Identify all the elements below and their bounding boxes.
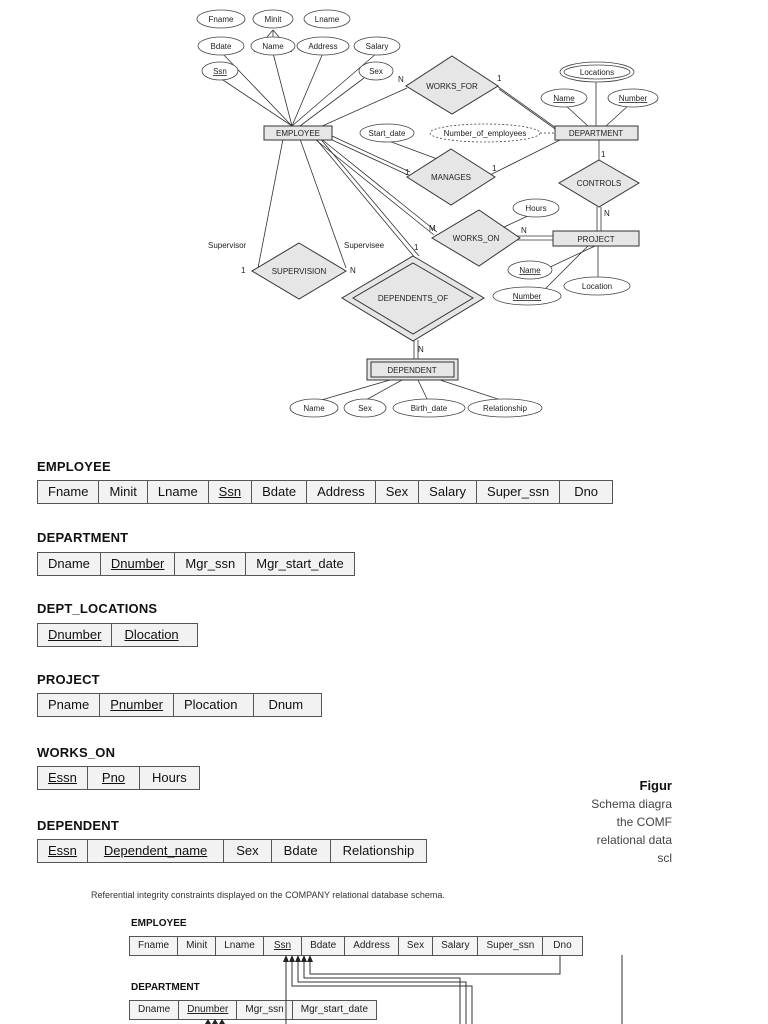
svg-text:Name: Name	[303, 404, 325, 413]
attr-cell-primary-key: Dependent_name	[88, 840, 224, 862]
svg-text:Supervisor: Supervisor	[208, 241, 247, 250]
relation-row-project	[37, 693, 322, 717]
attr-cell: Dnum	[254, 694, 322, 716]
svg-text:Number: Number	[512, 292, 542, 301]
attr-bdate	[198, 37, 244, 55]
ref-title-employee: EMPLOYEE	[131, 918, 187, 929]
svg-text:Number_of_employees: Number_of_employees	[443, 129, 527, 138]
svg-text:1: 1	[405, 168, 410, 177]
rel-controls	[559, 160, 639, 207]
ref-attr-cell: Fname	[130, 937, 178, 955]
rel-works-on	[432, 210, 520, 266]
svg-text:Supervisee: Supervisee	[344, 241, 385, 250]
attr-relationship	[468, 399, 542, 417]
svg-text:PROJECT: PROJECT	[577, 235, 615, 244]
ref-attr-cell-primary-key: Ssn	[264, 937, 302, 955]
attr-fname	[197, 10, 245, 28]
attr-address	[297, 37, 349, 55]
attr-ssn	[202, 62, 238, 80]
attr-proj-name	[508, 261, 552, 279]
ref-attr-cell: Dname	[130, 1001, 179, 1019]
attr-locations	[560, 62, 634, 82]
svg-text:Locations: Locations	[579, 68, 615, 77]
attr-salary	[354, 37, 400, 55]
attr-cell: Plocation	[174, 694, 254, 716]
rel-manages	[407, 149, 495, 205]
caption-line: the COMF	[616, 815, 672, 829]
svg-text:Name: Name	[262, 42, 284, 51]
svg-text:1: 1	[497, 74, 502, 83]
svg-text:Bdate: Bdate	[210, 42, 232, 51]
attr-name	[251, 37, 295, 55]
ref-attr-cell: Mgr_start_date	[293, 1001, 377, 1019]
svg-text:Start_date: Start_date	[368, 129, 406, 138]
ref-attr-cell: Mgr_ssn	[237, 1001, 292, 1019]
svg-text:Number: Number	[618, 94, 648, 103]
svg-text:Fname: Fname	[208, 15, 234, 24]
svg-text:Sex: Sex	[358, 404, 372, 413]
ref-attr-cell: Address	[345, 937, 399, 955]
attr-cell: Sex	[224, 840, 271, 862]
relation-row-department	[37, 552, 355, 576]
attr-cell: Pname	[38, 694, 100, 716]
relation-row-dept-locations	[37, 623, 198, 647]
ref-attr-cell: Lname	[216, 937, 264, 955]
attr-cell: Relationship	[331, 840, 428, 862]
svg-text:EMPLOYEE: EMPLOYEE	[275, 129, 321, 138]
attr-dep-name	[290, 399, 338, 417]
caption-line: Schema diagra	[591, 797, 672, 811]
attr-cell: Mgr_start_date	[246, 553, 354, 575]
attr-cell: Minit	[99, 481, 147, 503]
attr-cell: Bdate	[272, 840, 331, 862]
attr-dept-name	[541, 89, 587, 107]
svg-text:Sex: Sex	[369, 67, 383, 76]
svg-text:1: 1	[241, 266, 246, 275]
relation-title-dept-locations: DEPT_LOCATIONS	[37, 601, 158, 616]
attr-cell: Lname	[148, 481, 209, 503]
svg-text:N: N	[521, 226, 527, 235]
entity-department	[555, 126, 638, 140]
attr-cell-primary-key: Dnumber	[101, 553, 175, 575]
svg-text:WORKS_FOR: WORKS_FOR	[426, 82, 478, 91]
svg-text:Relationship: Relationship	[482, 404, 528, 413]
figure-side-caption	[552, 777, 672, 867]
attr-cell: Hours	[140, 767, 200, 789]
attr-cell: Sex	[376, 481, 419, 503]
attr-cell-primary-key: Dlocation	[112, 624, 197, 646]
ref-attr-cell: Minit	[178, 937, 216, 955]
ref-attr-cell: Salary	[433, 937, 478, 955]
rel-dependents-of-identifying	[342, 256, 484, 341]
svg-text:WORKS_ON: WORKS_ON	[452, 234, 500, 243]
relation-row-dependent	[37, 839, 427, 863]
svg-text:MANAGES: MANAGES	[430, 173, 472, 182]
attr-minit	[253, 10, 293, 28]
referential-arrows	[0, 924, 768, 1024]
svg-text:Ssn: Ssn	[213, 67, 227, 76]
entity-employee	[264, 126, 332, 140]
attr-cell: Dno	[560, 481, 613, 503]
attr-cell-primary-key: Essn	[38, 767, 88, 789]
attr-cell-primary-key: Ssn	[209, 481, 252, 503]
relation-title-works-on: WORKS_ON	[37, 745, 116, 760]
attr-cell: Address	[307, 481, 376, 503]
caption-line: relational data	[596, 833, 672, 847]
attr-cell: Bdate	[252, 481, 307, 503]
attr-lname	[304, 10, 350, 28]
svg-text:Address: Address	[308, 42, 338, 51]
relation-title-department: DEPARTMENT	[37, 530, 129, 545]
svg-text:SUPERVISION: SUPERVISION	[271, 267, 327, 276]
er-diagram	[0, 0, 768, 430]
ref-attr-cell: Super_ssn	[478, 937, 543, 955]
attr-cell-primary-key: Pnumber	[100, 694, 174, 716]
svg-text:1: 1	[414, 243, 419, 252]
attr-cell-primary-key: Dnumber	[38, 624, 112, 646]
ref-title-department: DEPARTMENT	[131, 982, 200, 993]
svg-text:Hours: Hours	[525, 204, 547, 213]
svg-text:N: N	[398, 75, 404, 84]
attr-sex	[359, 62, 393, 80]
svg-text:DEPENDENTS_OF: DEPENDENTS_OF	[377, 294, 449, 303]
svg-text:N: N	[418, 345, 424, 354]
svg-text:Minit: Minit	[264, 15, 282, 24]
caption-line: scl	[657, 851, 672, 865]
svg-text:Salary: Salary	[365, 42, 389, 51]
svg-text:Name: Name	[519, 266, 541, 275]
ref-attr-cell: Dno	[543, 937, 582, 955]
relation-row-employee	[37, 480, 613, 504]
attr-cell: Dname	[38, 553, 101, 575]
attr-cell: Super_ssn	[477, 481, 560, 503]
svg-text:1: 1	[601, 150, 606, 159]
svg-text:M: M	[429, 224, 436, 233]
svg-text:Birth_date: Birth_date	[410, 404, 448, 413]
attr-cell: Fname	[38, 481, 99, 503]
relation-title-employee: EMPLOYEE	[37, 459, 111, 474]
attr-cell-primary-key: Essn	[38, 840, 88, 862]
figure-label: Figur	[639, 778, 672, 793]
svg-text:Name: Name	[553, 94, 575, 103]
referential-integrity-caption: Referential integrity constraints displayed on the COMPANY relational database schema.	[91, 890, 445, 900]
attr-birth-date	[393, 399, 465, 417]
svg-text:1: 1	[492, 164, 497, 173]
attr-proj-location	[564, 277, 630, 295]
svg-text:DEPARTMENT: DEPARTMENT	[568, 129, 624, 138]
svg-text:N: N	[604, 209, 610, 218]
attr-dept-number	[608, 89, 658, 107]
attr-start-date	[360, 124, 414, 142]
attr-cell-primary-key: Pno	[88, 767, 140, 789]
relation-title-dependent: DEPENDENT	[37, 818, 119, 833]
attr-proj-number	[493, 287, 561, 305]
ref-attr-cell: Sex	[399, 937, 433, 955]
entity-project	[553, 231, 639, 246]
entity-dependent-weak	[367, 359, 458, 380]
rel-supervision	[252, 243, 346, 299]
svg-text:CONTROLS: CONTROLS	[576, 179, 622, 188]
attr-dep-sex	[344, 399, 386, 417]
relation-row-works-on	[37, 766, 200, 790]
svg-text:DEPENDENT: DEPENDENT	[387, 366, 437, 375]
attr-cell: Mgr_ssn	[175, 553, 246, 575]
relation-title-project: PROJECT	[37, 672, 100, 687]
ref-attr-cell-primary-key: Dnumber	[179, 1001, 237, 1019]
rel-works-for	[406, 56, 498, 114]
svg-text:N: N	[350, 266, 356, 275]
ref-attr-cell: Bdate	[302, 937, 345, 955]
attr-cell: Salary	[419, 481, 477, 503]
svg-text:Lname: Lname	[314, 15, 340, 24]
attr-number-of-employees	[430, 124, 540, 142]
svg-text:Location: Location	[581, 282, 613, 291]
attr-hours	[513, 199, 559, 217]
